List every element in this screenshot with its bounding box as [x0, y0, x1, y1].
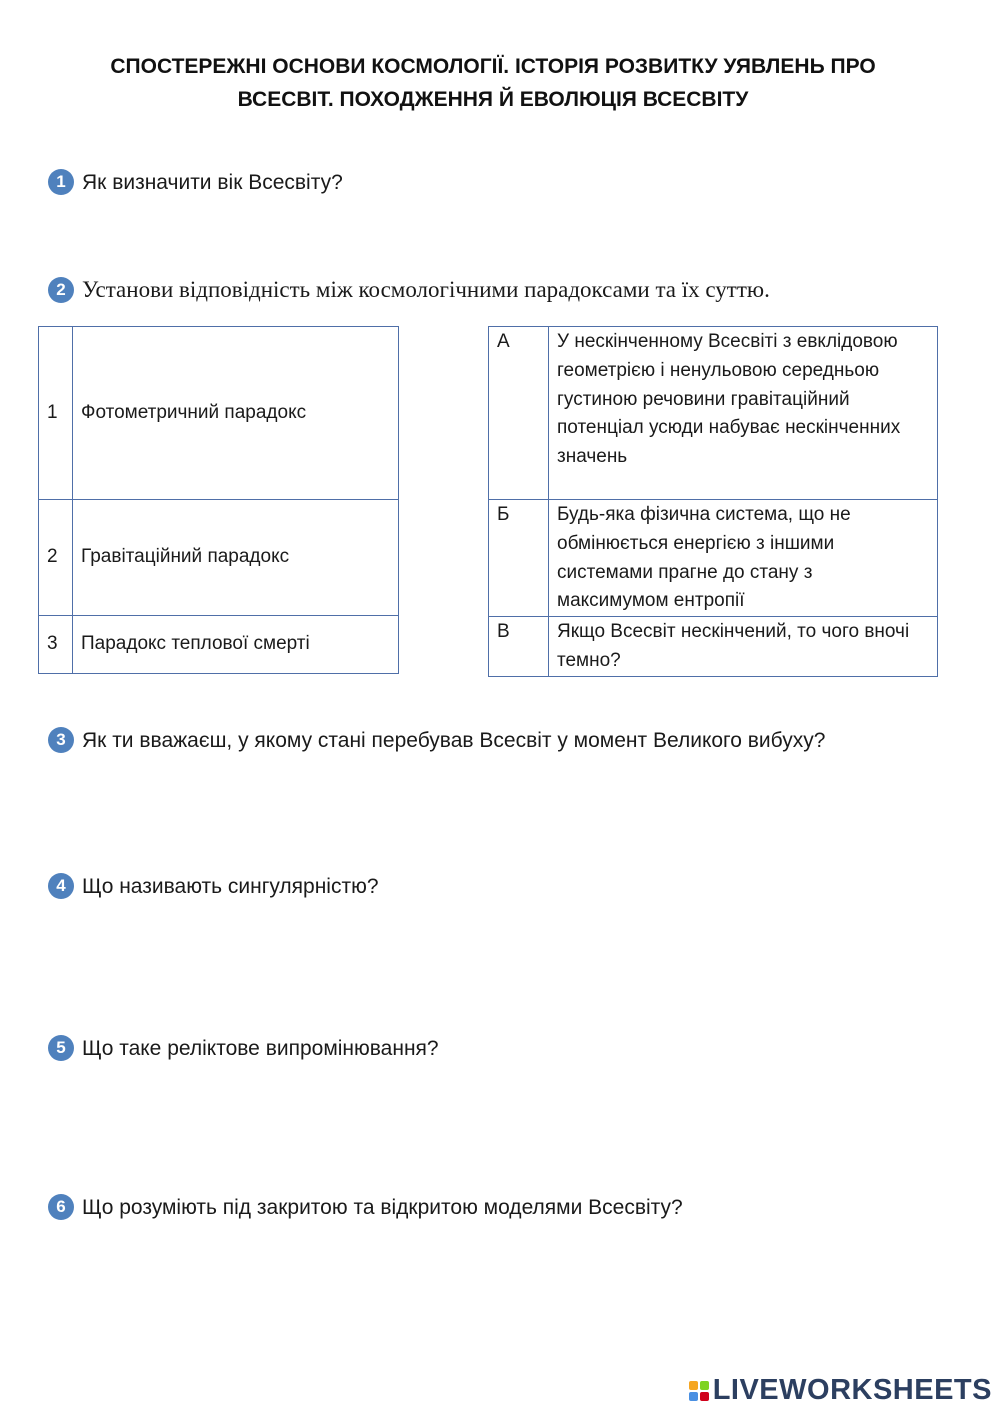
- paradox-label: Гравітаційний парадокс: [73, 500, 399, 616]
- row-letter: В: [489, 617, 549, 677]
- number-badge-icon: 2: [48, 277, 74, 303]
- table-row: [39, 500, 399, 616]
- row-letter: А: [489, 327, 549, 500]
- question-4: [48, 869, 379, 905]
- number-badge-icon: 1: [48, 169, 74, 195]
- row-number: 1: [39, 327, 73, 500]
- question-5-text: Що таке реліктове випромінювання?: [82, 1037, 439, 1060]
- question-1-text: Як визначити вік Всесвіту?: [82, 171, 343, 194]
- page-title: [40, 50, 946, 116]
- essence-text: Будь-яка фізична система, що не обмінюється енергією з іншими системами прагне до стану з максимумом ентропії: [549, 500, 938, 617]
- essence-text: У нескінченному Всесвіті з евклідовою геометрією і ненульовою середньою густиною речовини гравітаційний потенціал усюди набуває нескінченних значень: [549, 327, 938, 500]
- question-4-text: Що називають сингулярністю?: [82, 875, 379, 898]
- row-letter: Б: [489, 500, 549, 617]
- number-badge-icon: 3: [48, 727, 74, 753]
- essence-table: [488, 326, 938, 677]
- table-row: [489, 617, 938, 677]
- question-5: [48, 1031, 439, 1067]
- table-row: [39, 616, 399, 674]
- number-badge-icon: 6: [48, 1194, 74, 1220]
- question-2-text: Установи відповідність між космологічними парадоксами та їх суттю.: [82, 277, 770, 302]
- number-badge-icon: 5: [48, 1035, 74, 1061]
- title-line-2: ВСЕСВІТ. ПОХОДЖЕННЯ Й ЕВОЛЮЦІЯ ВСЕСВІТУ: [237, 88, 749, 111]
- question-6-text: Що розуміють під закритою та відкритою моделями Всесвіту?: [82, 1196, 683, 1219]
- row-number: 3: [39, 616, 73, 674]
- question-3-text: Як ти вважаєш, у якому стані перебував Всесвіт у момент Великого вибуху?: [82, 729, 826, 752]
- logo-mark-icon: [689, 1381, 709, 1401]
- paradox-label: Парадокс теплової смерті: [73, 616, 399, 674]
- question-3: [48, 722, 940, 759]
- table-row: [489, 500, 938, 617]
- question-1: [48, 165, 343, 201]
- question-6: [48, 1190, 683, 1226]
- paradox-label: Фотометричний парадокс: [73, 327, 399, 500]
- liveworksheets-logo: [689, 1374, 992, 1407]
- number-badge-icon: 4: [48, 873, 74, 899]
- table-row: [39, 327, 399, 500]
- essence-text: Якщо Всесвіт нескінчений, то чого вночі темно?: [549, 617, 938, 677]
- table-row: [489, 327, 938, 500]
- title-line-1: СПОСТЕРЕЖНІ ОСНОВИ КОСМОЛОГІЇ. ІСТОРІЯ РОЗВИТКУ УЯВЛЕНЬ ПРО: [110, 55, 876, 78]
- question-2: [48, 272, 770, 308]
- logo-text: LIVEWORKSHEETS: [712, 1374, 992, 1406]
- row-number: 2: [39, 500, 73, 616]
- paradox-table: [38, 326, 399, 674]
